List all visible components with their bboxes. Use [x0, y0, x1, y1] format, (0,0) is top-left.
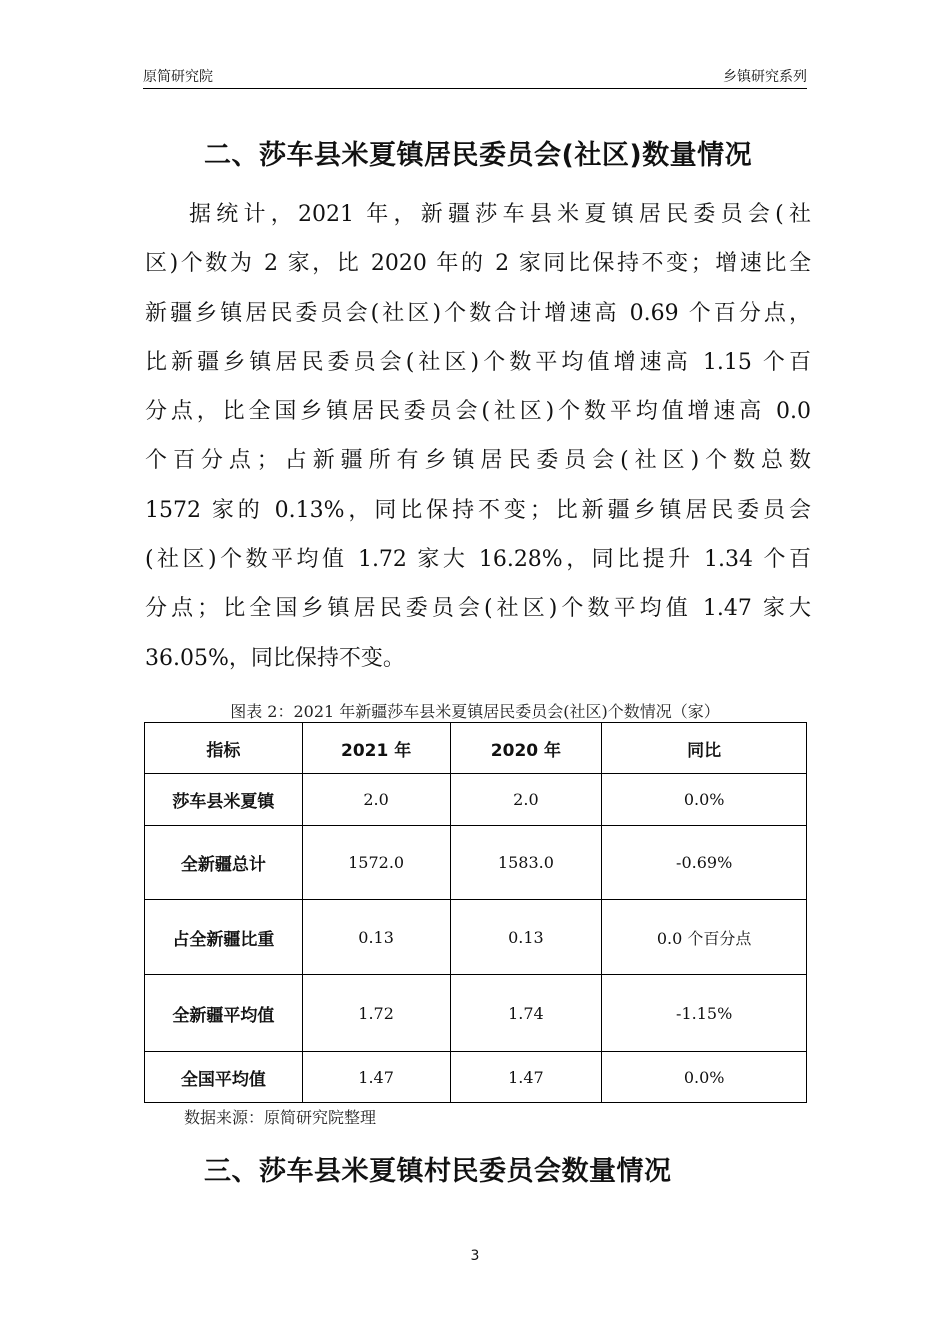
table-cell: 2.0 — [450, 774, 602, 826]
table-row — [145, 1052, 807, 1103]
header-org: 原简研究院 — [143, 69, 213, 85]
table-cell: 1.47 — [450, 1052, 602, 1103]
paragraph-line: 分点，比全国乡镇居民委员会(社区)个数平均值增速高 0.0 — [145, 399, 811, 425]
table-row — [145, 826, 807, 900]
column-header: 2020 年 — [450, 723, 602, 774]
table-header-row — [145, 723, 807, 774]
table-cell: 0.0% — [602, 1052, 807, 1103]
table-cell: 1572.0 — [302, 826, 450, 900]
table-row — [145, 774, 807, 826]
column-header: 指标 — [145, 723, 303, 774]
section-3-title: 三、莎车县米夏镇村民委员会数量情况 — [204, 1156, 672, 1187]
table-caption: 图表 2：2021 年新疆莎车县米夏镇居民委员会(社区)个数情况（家） — [230, 702, 720, 721]
table-cell: 0.0 个百分点 — [602, 900, 807, 975]
table-cell: 0.13 — [450, 900, 602, 975]
paragraph-line: 36.05%，同比保持不变。 — [145, 645, 405, 671]
table-cell: 1.47 — [302, 1052, 450, 1103]
paragraph-line: 新疆乡镇居民委员会(社区)个数合计增速高 0.69 个百分点， — [145, 300, 811, 326]
paragraph-line: 比新疆乡镇居民委员会(社区)个数平均值增速高 1.15 个百 — [145, 349, 811, 375]
paragraph-line: 分点；比全国乡镇居民委员会(社区)个数平均值 1.47 家大 — [145, 596, 811, 622]
paragraph-line: 1572 家的 0.13%，同比保持不变；比新疆乡镇居民委员会 — [145, 497, 811, 523]
paragraph-line: 据统计，2021 年，新疆莎车县米夏镇居民委员会(社 — [189, 202, 811, 227]
column-header: 2021 年 — [302, 723, 450, 774]
table-cell: 1.74 — [450, 975, 602, 1052]
table-cell: 0.13 — [302, 900, 450, 975]
body-paragraph — [145, 190, 811, 683]
table-cell: 2.0 — [302, 774, 450, 826]
paragraph-line: 区)个数为 2 家，比 2020 年的 2 家同比保持不变；增速比全 — [145, 251, 811, 277]
section-2-title: 二、莎车县米夏镇居民委员会(社区)数量情况 — [204, 140, 753, 171]
table-cell: -1.15% — [602, 975, 807, 1052]
table-row — [145, 900, 807, 975]
table-cell: 0.0% — [602, 774, 807, 826]
table-row — [145, 975, 807, 1052]
page-number: 3 — [470, 1248, 480, 1264]
column-header: 同比 — [602, 723, 807, 774]
data-source-note: 数据来源：原简研究院整理 — [184, 1108, 377, 1127]
row-label: 全新疆总计 — [145, 826, 303, 900]
paragraph-line: (社区)个数平均值 1.72 家大 16.28%，同比提升 1.34 个百 — [145, 547, 811, 573]
header-series: 乡镇研究系列 — [723, 69, 807, 85]
row-label: 全新疆平均值 — [145, 975, 303, 1052]
data-table — [144, 722, 807, 1103]
row-label: 全国平均值 — [145, 1052, 303, 1103]
paragraph-line: 个百分点；占新疆所有乡镇居民委员会(社区)个数总数 — [145, 448, 811, 474]
table-cell: 1.72 — [302, 975, 450, 1052]
row-label: 占全新疆比重 — [145, 900, 303, 975]
page-header — [143, 64, 807, 89]
table-cell: -0.69% — [602, 826, 807, 900]
row-label: 莎车县米夏镇 — [145, 774, 303, 826]
table-cell: 1583.0 — [450, 826, 602, 900]
